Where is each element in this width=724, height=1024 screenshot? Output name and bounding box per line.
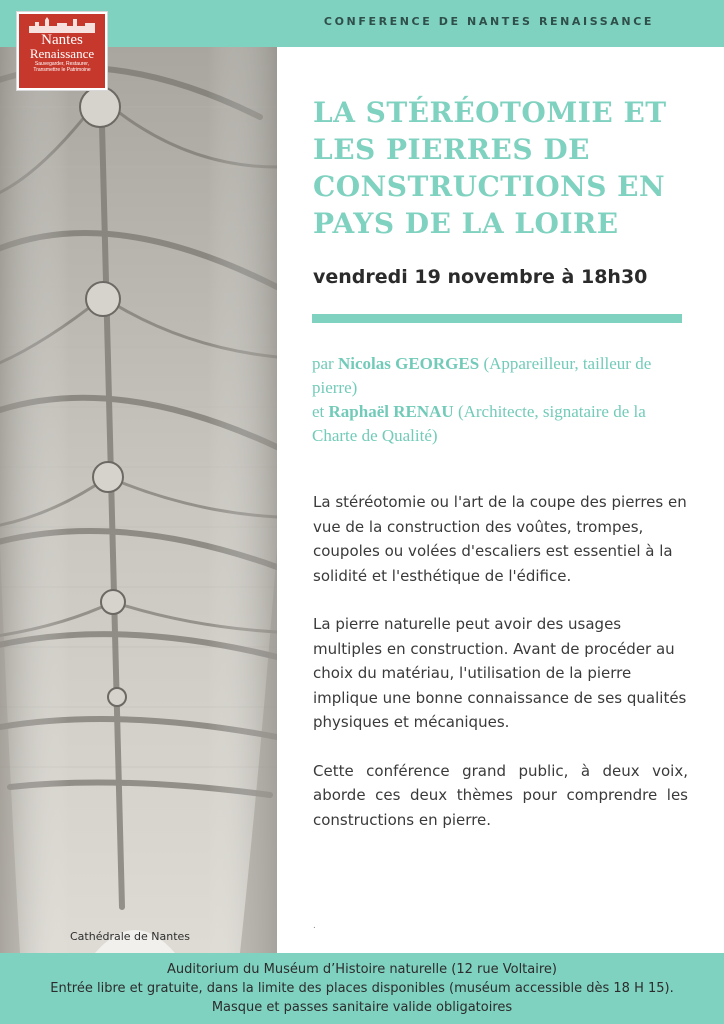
paragraph-3: Cette conférence grand public, à deux voix, aborde ces deux thèmes pour comprendre les constructions en pierre. [313,761,688,829]
event-date: vendredi 19 novembre à 18h30 [313,266,648,288]
speaker-prefix: par [312,354,338,373]
footer-band [0,953,724,1024]
city-skyline-icon [27,17,97,33]
speaker-line-2 [312,400,692,448]
logo-tagline: Sauvegarder, Restaurer, Transmettre le Patrimoine [33,61,91,73]
description [313,490,688,856]
speakers-block [312,352,692,448]
nantes-renaissance-logo [17,12,107,90]
accent-divider [312,314,682,323]
logo-line2: Renaissance [29,46,95,61]
footer-venue: Auditorium du Muséum d’Histoire naturelle (12 rue Voltaire) [167,962,557,977]
paragraph-1: La stéréotomie ou l'art de la coupe des pierres en vue de la construction des voûtes, trompes, coupoles ou volées d'escaliers est essentiel à la solidité et l'esthétique de l'édifice. [313,493,687,585]
footer-requirements: Masque et passes sanitaire valide obligatoires [211,1000,513,1015]
speaker-1-role: (Appareilleur, tailleur de pierre) [312,354,652,397]
header-title: CONFERENCE DE NANTES RENAISSANCE [323,15,654,28]
vaulted-ceiling-illustration [0,47,277,953]
speaker-2-role: (Architecte, signataire de la Charte de Qualité) [312,402,646,445]
photo-caption: Cathédrale de Nantes [70,930,191,943]
event-title: LA STÉRÉOTOMIE ET LES PIERRES DE CONSTRUCTIONS EN PAYS DE LA LOIRE [313,96,667,240]
footer-access: Entrée libre et gratuite, dans la limite des places disponibles (muséum accessible dès 18 H 15). [50,981,674,996]
logo-line1: Nantes [41,32,83,48]
stray-mark: . [313,920,316,931]
cathedral-photo [0,47,277,953]
header-band [0,0,724,47]
speaker-prefix: et [312,402,329,421]
speaker-2-name: Raphaël RENAU [328,402,454,421]
paragraph-2: La pierre naturelle peut avoir des usages multiples en construction. Avant de procéder au choix du matériau, l'utilisation de la pierre implique une bonne connaissance de ses qualités physiques et mécaniques. [313,615,687,731]
speaker-line-1 [312,352,692,400]
speaker-1-name: Nicolas GEORGES [337,354,480,373]
